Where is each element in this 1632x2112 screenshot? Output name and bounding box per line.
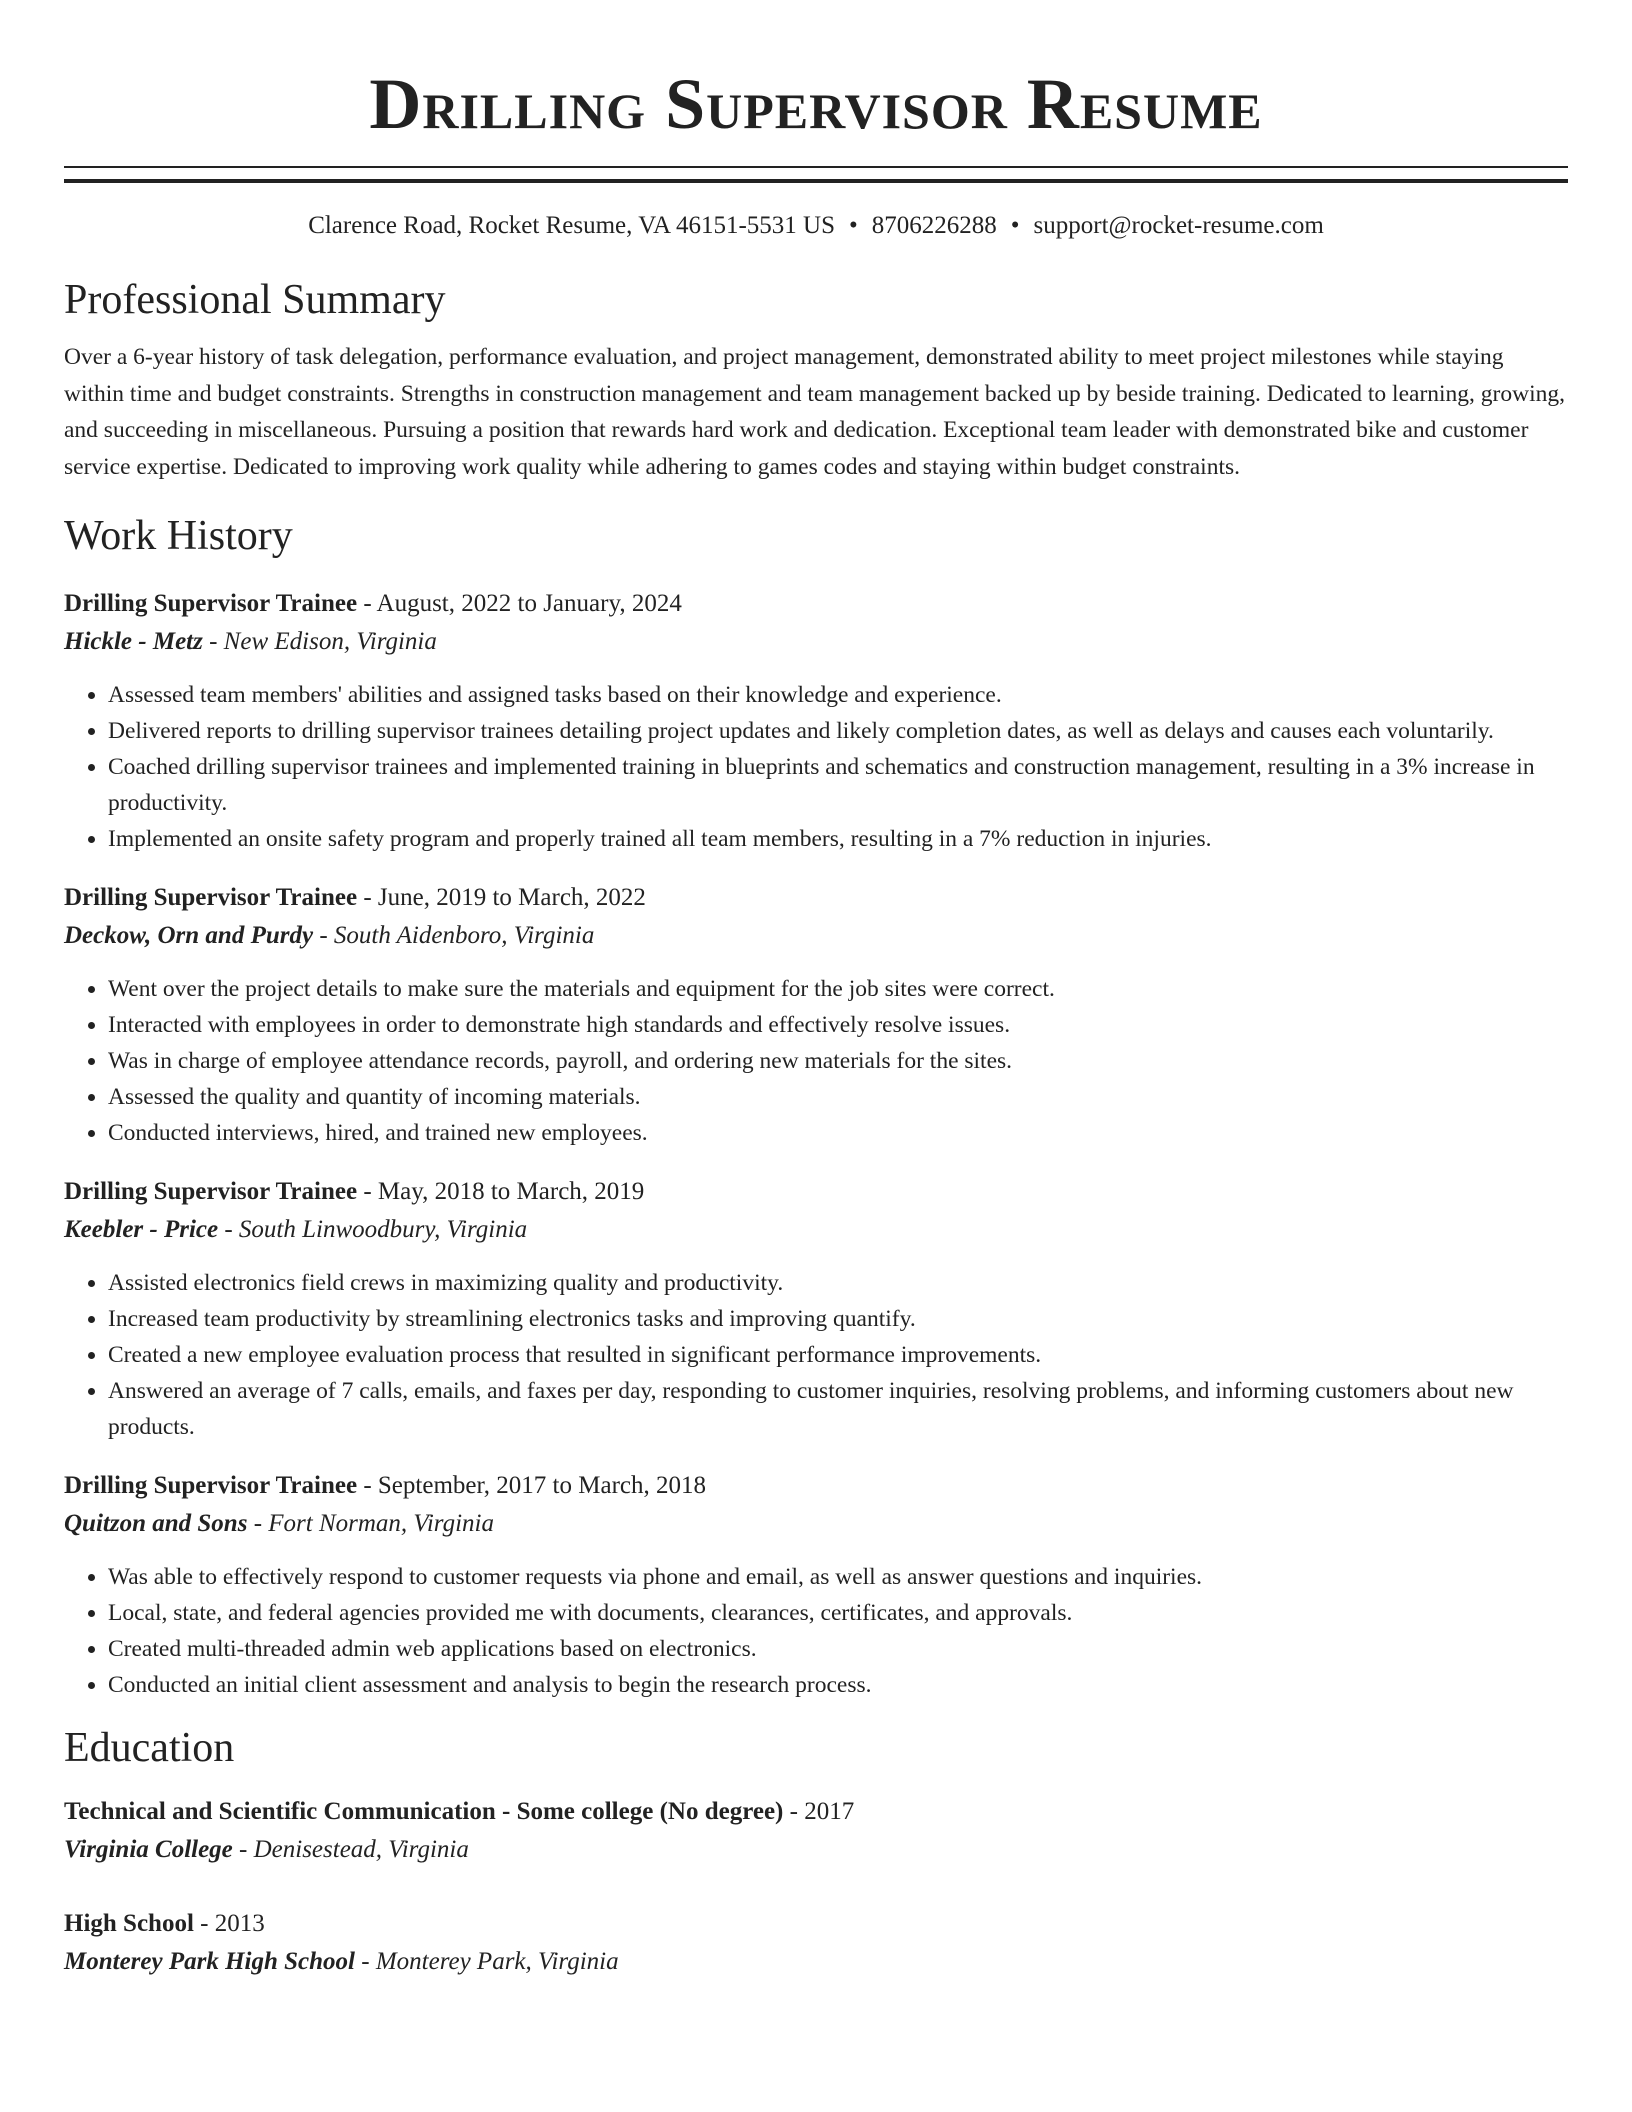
company-location: - South Linwoodbury, Virginia — [218, 1216, 528, 1243]
job-bullets — [64, 1265, 1568, 1445]
job-entry — [64, 879, 1568, 1151]
degree-line — [64, 1793, 1568, 1831]
contact-line — [64, 211, 1568, 241]
school-line — [64, 1943, 1568, 1981]
job-dates: - September, 2017 to March, 2018 — [357, 1472, 707, 1499]
education-entry — [64, 1905, 1568, 1981]
job-bullets — [64, 971, 1568, 1151]
degree-line — [64, 1905, 1568, 1943]
job-title-line — [64, 1467, 1568, 1505]
job-bullet: • Assisted electronics field crews in maximizing quality and productivity. — [108, 1265, 1568, 1301]
contact-separator: • — [1010, 212, 1020, 239]
work-history-heading: Work History — [64, 513, 293, 559]
job-title: Drilling Supervisor Trainee — [64, 1472, 358, 1499]
job-title-line — [64, 585, 1568, 623]
contact-address: Clarence Road, Rocket Resume, VA 46151-5531 US — [308, 212, 835, 239]
title-divider — [64, 166, 1568, 183]
job-bullet: • Went over the project details to make sure the materials and equipment for the job sites were correct. — [108, 971, 1568, 1007]
job-bullets — [64, 677, 1568, 857]
job-bullet: • Conducted interviews, hired, and trained new employees. — [108, 1115, 1568, 1151]
job-bullet: • Interacted with employees in order to demonstrate high standards and effectively resolve issues. — [108, 1007, 1568, 1043]
job-bullet: • Implemented an onsite safety program and properly trained all team members, resulting in a 7% reduction in injuries. — [108, 821, 1568, 857]
school-name: Monterey Park High School — [64, 1948, 355, 1975]
contact-phone: 8706226288 — [871, 212, 997, 239]
company-name: Hickle - Metz — [64, 628, 203, 655]
job-bullet: • Conducted an initial client assessment and analysis to begin the research process. — [108, 1667, 1568, 1703]
job-bullet: • Assessed the quality and quantity of incoming materials. — [108, 1079, 1568, 1115]
school-location: - Monterey Park, Virginia — [355, 1948, 619, 1975]
school-name: Virginia College — [64, 1836, 233, 1863]
job-entry — [64, 585, 1568, 857]
education-heading: Education — [64, 1725, 235, 1771]
education-entry — [64, 1793, 1568, 1869]
job-dates: - August, 2022 to January, 2024 — [357, 590, 682, 617]
job-title: Drilling Supervisor Trainee — [64, 884, 358, 911]
summary-text: Over a 6-year history of task delegation, performance evaluation, and project management, demonstrated ability to meet project milestones while staying within time and budget constraints. Strengths in construction management and team management backed up by beside training. Dedicated to learning, growing, and succeeding in miscellaneous. Pursuing a position that rewards hard work and dedication. Exceptional team leader with demonstrated bike and customer service expertise. Dedicated to improving work quality while adhering to games codes and staying within budget constraints. — [64, 344, 1565, 480]
job-title-line — [64, 879, 1568, 917]
job-bullet: • Assessed team members' abilities and assigned tasks based on their knowledge and experience. — [108, 677, 1568, 713]
job-bullet: • Delivered reports to drilling supervisor trainees detailing project updates and likely completion dates, as well as delays and causes each voluntarily. — [108, 713, 1568, 749]
job-dates: - June, 2019 to March, 2022 — [357, 884, 646, 911]
job-bullet: • Answered an average of 7 calls, emails, and faxes per day, responding to customer inquiries, resolving problems, and informing customers about new products. — [108, 1373, 1568, 1445]
job-bullet: • Was in charge of employee attendance records, payroll, and ordering new materials for the sites. — [108, 1043, 1568, 1079]
job-bullets — [64, 1559, 1568, 1703]
summary-heading: Professional Summary — [64, 277, 446, 323]
job-entry — [64, 1173, 1568, 1445]
job-bullet: • Local, state, and federal agencies provided me with documents, clearances, certificates, and approvals. — [108, 1595, 1568, 1631]
job-bullet: • Created multi-threaded admin web applications based on electronics. — [108, 1631, 1568, 1667]
school-location: - Denisestead, Virginia — [232, 1836, 469, 1863]
job-title: Drilling Supervisor Trainee — [64, 1178, 358, 1205]
degree-name: High School — [64, 1910, 194, 1937]
company-line — [64, 1505, 1568, 1543]
contact-separator: • — [848, 212, 858, 239]
job-entry — [64, 1467, 1568, 1703]
company-location: - Fort Norman, Virginia — [247, 1510, 494, 1537]
company-line — [64, 1211, 1568, 1249]
degree-year: - 2013 — [193, 1910, 265, 1937]
degree-year: - 2017 — [783, 1798, 855, 1825]
job-title-line — [64, 1173, 1568, 1211]
contact-email: support@rocket-resume.com — [1033, 212, 1324, 239]
job-dates: - May, 2018 to March, 2019 — [357, 1178, 645, 1205]
school-line — [64, 1831, 1568, 1869]
company-name: Deckow, Orn and Purdy — [64, 922, 314, 949]
job-bullet: • Coached drilling supervisor trainees and implemented training in blueprints and schematics and construction management, resulting in a 3% increase in productivity. — [108, 749, 1568, 821]
company-location: - South Aidenboro, Virginia — [313, 922, 595, 949]
degree-name: Technical and Scientific Communication - Some college (No degree) — [64, 1798, 784, 1825]
resume-page — [64, 0, 1568, 1981]
company-line — [64, 917, 1568, 955]
company-location: - New Edison, Virginia — [202, 628, 437, 655]
job-bullet: • Increased team productivity by streamlining electronics tasks and improving quantify. — [108, 1301, 1568, 1337]
job-title: Drilling Supervisor Trainee — [64, 590, 358, 617]
job-bullet: • Was able to effectively respond to customer requests via phone and email, as well as answer questions and inquiries. — [108, 1559, 1568, 1595]
company-name: Keebler - Price — [64, 1216, 219, 1243]
company-line — [64, 623, 1568, 661]
resume-title: Drilling Supervisor Resume — [369, 64, 1263, 144]
job-bullet: • Created a new employee evaluation process that resulted in significant performance improvements. — [108, 1337, 1568, 1373]
company-name: Quitzon and Sons — [64, 1510, 248, 1537]
